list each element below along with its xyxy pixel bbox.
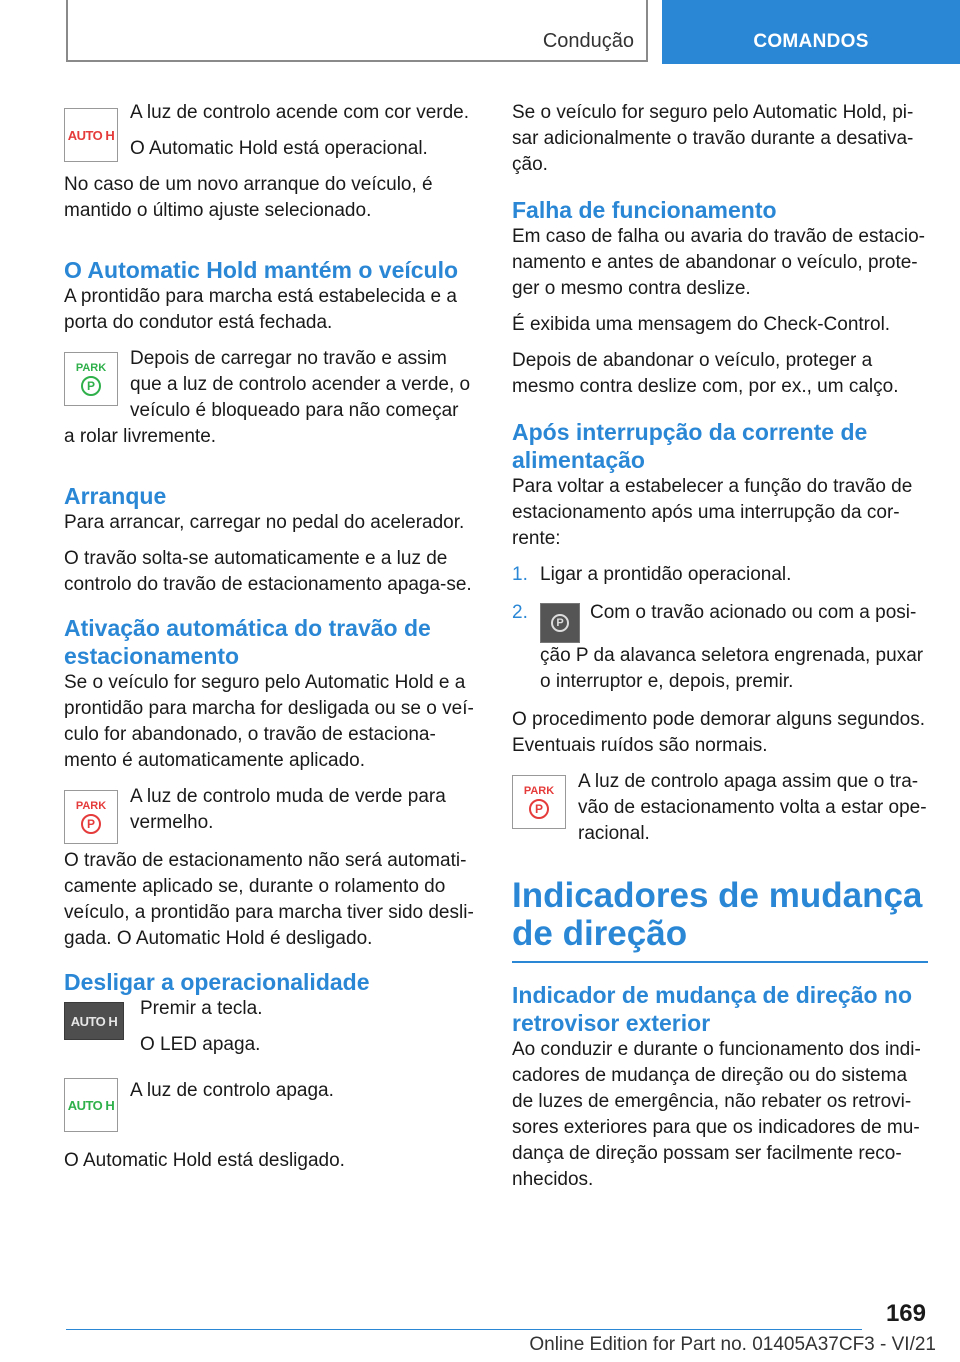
- section-tab: [66, 0, 648, 62]
- paragraph: Se o veículo for seguro pelo Automatic Hold e a prontidão para marcha for desligada ou se o veículo for abandonado, o travão de estacionamento é automaticamente aplicado.: [64, 672, 474, 771]
- paragraph: Se o veículo for seguro pelo Automatic Hold, pisar adicionalmente o travão durante a desativação.: [512, 102, 914, 175]
- section-title: Condução: [542, 30, 634, 52]
- page-number: 169: [885, 1300, 926, 1327]
- paragraph: É exibida uma mensagem do Check-Control.: [512, 314, 891, 335]
- heading-desligar: Desligar a operacionalidade: [64, 969, 370, 995]
- paragraph: O Automatic Hold está operacional.: [130, 138, 428, 159]
- heading-falha: Falha de funcionamento: [512, 197, 777, 223]
- heading-arranque: Arranque: [64, 483, 167, 509]
- paragraph: O travão de estacionamento não será automaticamente aplicado se, durante o rolamento do veículo, a prontidão para marcha tiver sido desligada. O Automatic Hold é desligado.: [64, 850, 474, 949]
- paragraph: A luz de controlo acende com cor verde.: [130, 102, 470, 123]
- heading-hold: O Automatic Hold mantém o veículo: [64, 257, 459, 283]
- paragraph: Depois de carregar no travão e assim que a luz de controlo acender a verde, o veículo é bloqueado para não começar a rolar livremente.: [64, 348, 471, 447]
- paragraph: O procedimento pode demorar alguns segundos. Eventuais ruídos são normais.: [512, 709, 925, 756]
- footer-edition: Online Edition for Part no. 01405A37CF3 - VI/21: [529, 1334, 936, 1355]
- paragraph: A luz de controlo apaga assim que o travão de estacionamento volta a estar operacional.: [578, 771, 927, 844]
- paragraph: Para voltar a estabelecer a função do travão de estacionamento após uma interrupção da corrente:: [512, 476, 913, 549]
- auto-hold-red-icon: AUTO H: [64, 108, 118, 162]
- paragraph: A prontidão para marcha está estabelecida e a porta do condutor está fechada.: [64, 286, 457, 333]
- paragraph: A luz de controlo apaga.: [130, 1080, 334, 1101]
- park-green-icon: PARK P: [64, 352, 118, 406]
- paragraph: O Automatic Hold está desligado.: [64, 1150, 345, 1171]
- auto-hold-button-icon: AUTO H: [64, 1002, 124, 1040]
- heading-ativacao: Ativação automática do travão de estacionamento: [64, 615, 431, 669]
- chapter-tab: [662, 0, 960, 64]
- parking-brake-switch-icon: P: [540, 603, 580, 643]
- right-column: [512, 100, 928, 1203]
- heading-apos: Após interrupção da corrente de alimentação: [512, 419, 868, 473]
- heading-retrovisor: Indicador de mudança de direção no retrovisor exterior: [512, 982, 913, 1036]
- heading-indicadores: Indicadores de mudança de direção: [512, 876, 923, 953]
- paragraph: A luz de controlo muda de verde para vermelho.: [130, 786, 446, 833]
- footer-divider: [66, 1329, 862, 1330]
- paragraph: O LED apaga.: [140, 1034, 261, 1055]
- list-item: 2. P Com o travão acionado ou com a posição P da alavanca seletora engrenada, puxar o interruptor e, depois, premir.: [512, 602, 924, 692]
- paragraph: Para arrancar, carregar no pedal do acelerador.: [64, 512, 465, 533]
- auto-hold-green-icon: AUTO H: [64, 1078, 118, 1132]
- section-heading: [512, 877, 928, 963]
- paragraph: O travão solta-se automaticamente e a luz de controlo do travão de estacionamento apaga-se.: [64, 548, 472, 595]
- chapter-title: COMANDOS: [753, 31, 869, 52]
- left-column: [64, 100, 474, 1184]
- steps-list: [512, 562, 928, 695]
- paragraph: Em caso de falha ou avaria do travão de estacionamento e antes de abandonar o veículo, proteger o mesmo contra deslize.: [512, 226, 925, 299]
- park-red-icon: PARK P: [512, 775, 566, 829]
- paragraph: No caso de um novo arranque do veículo, é mantido o último ajuste selecionado.: [64, 174, 433, 221]
- list-item: 1. Ligar a prontidão operacional.: [512, 564, 792, 585]
- park-red-icon: PARK P: [64, 790, 118, 844]
- paragraph: Premir a tecla.: [140, 998, 263, 1019]
- paragraph: Ao conduzir e durante o funcionamento dos indicadores de mudança de direção ou do sistema de luzes de emergência, não rebater os retrovisores exteriores para que os indicadores de mudança de direção possam ser facilmente reconhecidos.: [512, 1039, 921, 1190]
- paragraph: Depois de abandonar o veículo, proteger a mesmo contra deslize com, por ex., um calço.: [512, 350, 899, 397]
